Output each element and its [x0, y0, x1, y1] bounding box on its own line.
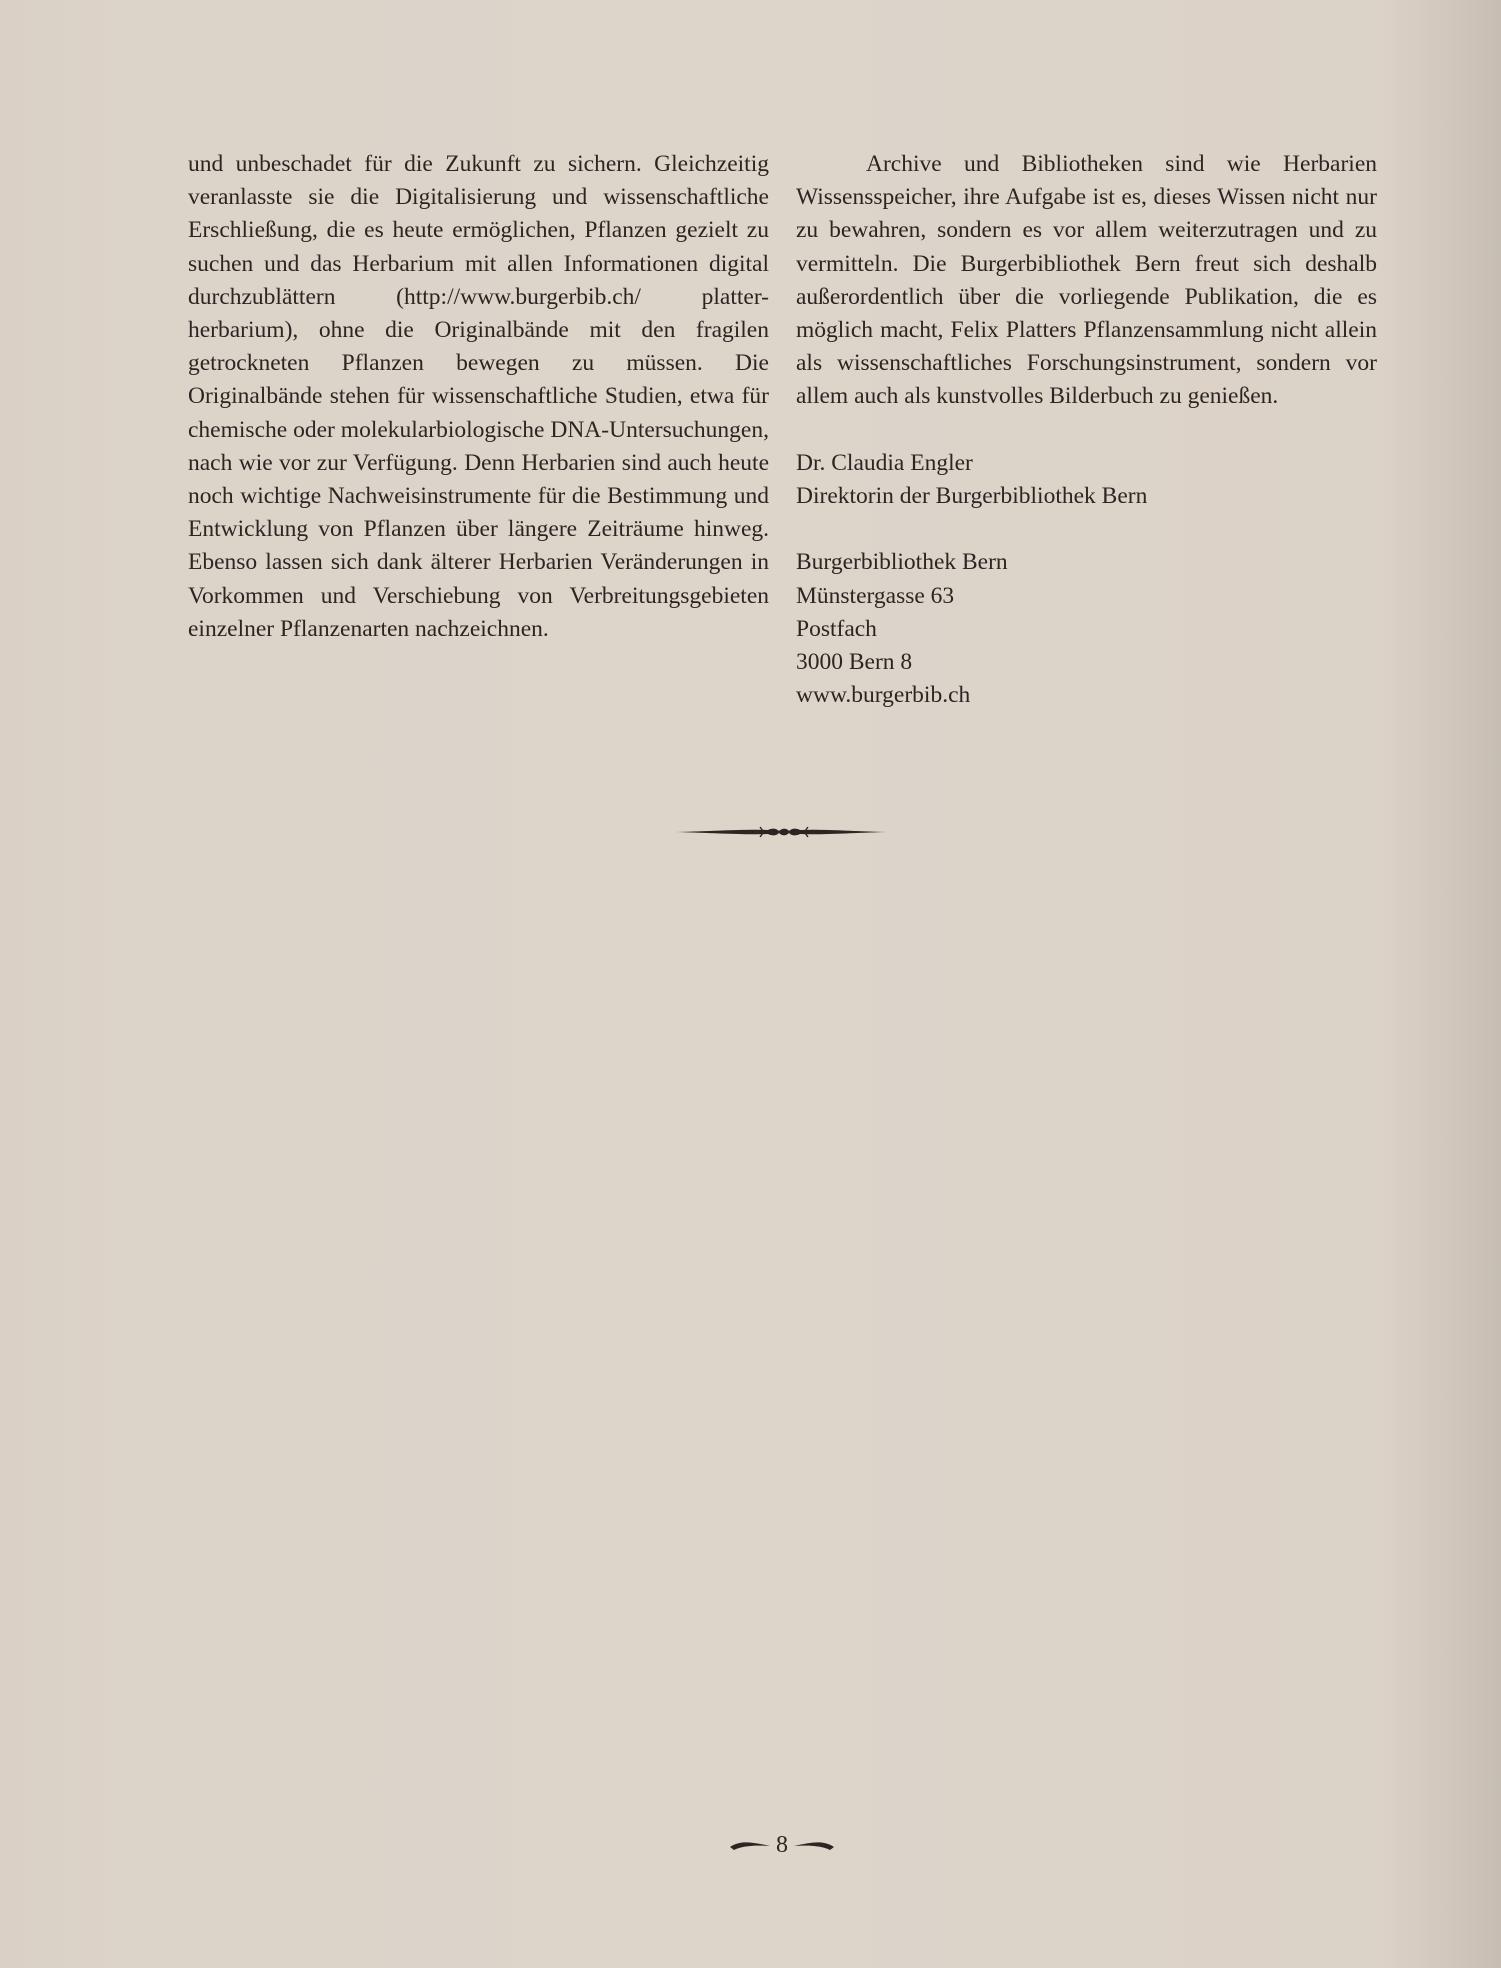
right-column [796, 148, 1377, 712]
page-footer [727, 1830, 837, 1860]
ornamental-rule-icon [676, 820, 886, 844]
signature-block [796, 447, 1377, 513]
swash-flourish-icon [730, 1838, 770, 1852]
address-postbox: Postfach [796, 615, 877, 642]
left-column [188, 148, 769, 646]
right-paragraph: Archive und Bibliotheken sind wie Herbarien Wissensspeicher, ihre Aufgabe ist es, dieses Wissen nicht nur zu bewahren, sondern es vor allem weiterzutragen und zu vermitteln. Die Burgerbibliothek Bern freut sich deshalb außerordentlich über die vorliegende Publikation, die es möglich macht, Felix Platters Pflanzensammlung nicht allein als wissenschaftliches Forschungsinstrument, sondern vor allem auch als kunstvolles Bilderbuch zu genießen. [796, 151, 1377, 410]
address-block [796, 546, 1377, 712]
signature-name: Dr. Claudia Engler [796, 449, 973, 476]
signature-role: Direktorin der Burgerbibliothek Bern [796, 483, 1148, 510]
swash-flourish-icon [794, 1838, 834, 1852]
address-institution: Burgerbibliothek Bern [796, 549, 1008, 576]
address-street: Münstergasse 63 [796, 582, 955, 609]
address-city: 3000 Bern 8 [796, 649, 913, 676]
address-web: www.burgerbib.ch [796, 682, 971, 709]
left-paragraph: und unbeschadet für die Zukunft zu sichern. Gleichzeitig veranlasste sie die Digitalisierung und wissenschaftliche Erschließung, die es heute ermöglichen, Pflanzen gezielt zu suchen und das Herbarium mit allen Informationen digital durchzublättern (http://www.burgerbib.ch/ platter-herbarium), ohne die Originalbände mit den fragilen getrockneten Pflanzen bewegen zu müssen. Die Originalbände stehen für wissenschaftliche Studien, etwa für chemische oder molekularbiologische DNA-Untersuchungen, nach wie vor zur Verfügung. Denn Herbarien sind auch heute noch wichtige Nachweisinstrumente für die Bestimmung und Entwicklung von Pflanzen über längere Zeiträume hinweg. Ebenso lassen sich dank älterer Herbarien Veränderungen in Vorkommen und Verschiebung von Verbreitungsgebieten einzelner Pflanzenarten nachzeichnen. [188, 151, 769, 642]
page-number: 8 [776, 1831, 788, 1858]
